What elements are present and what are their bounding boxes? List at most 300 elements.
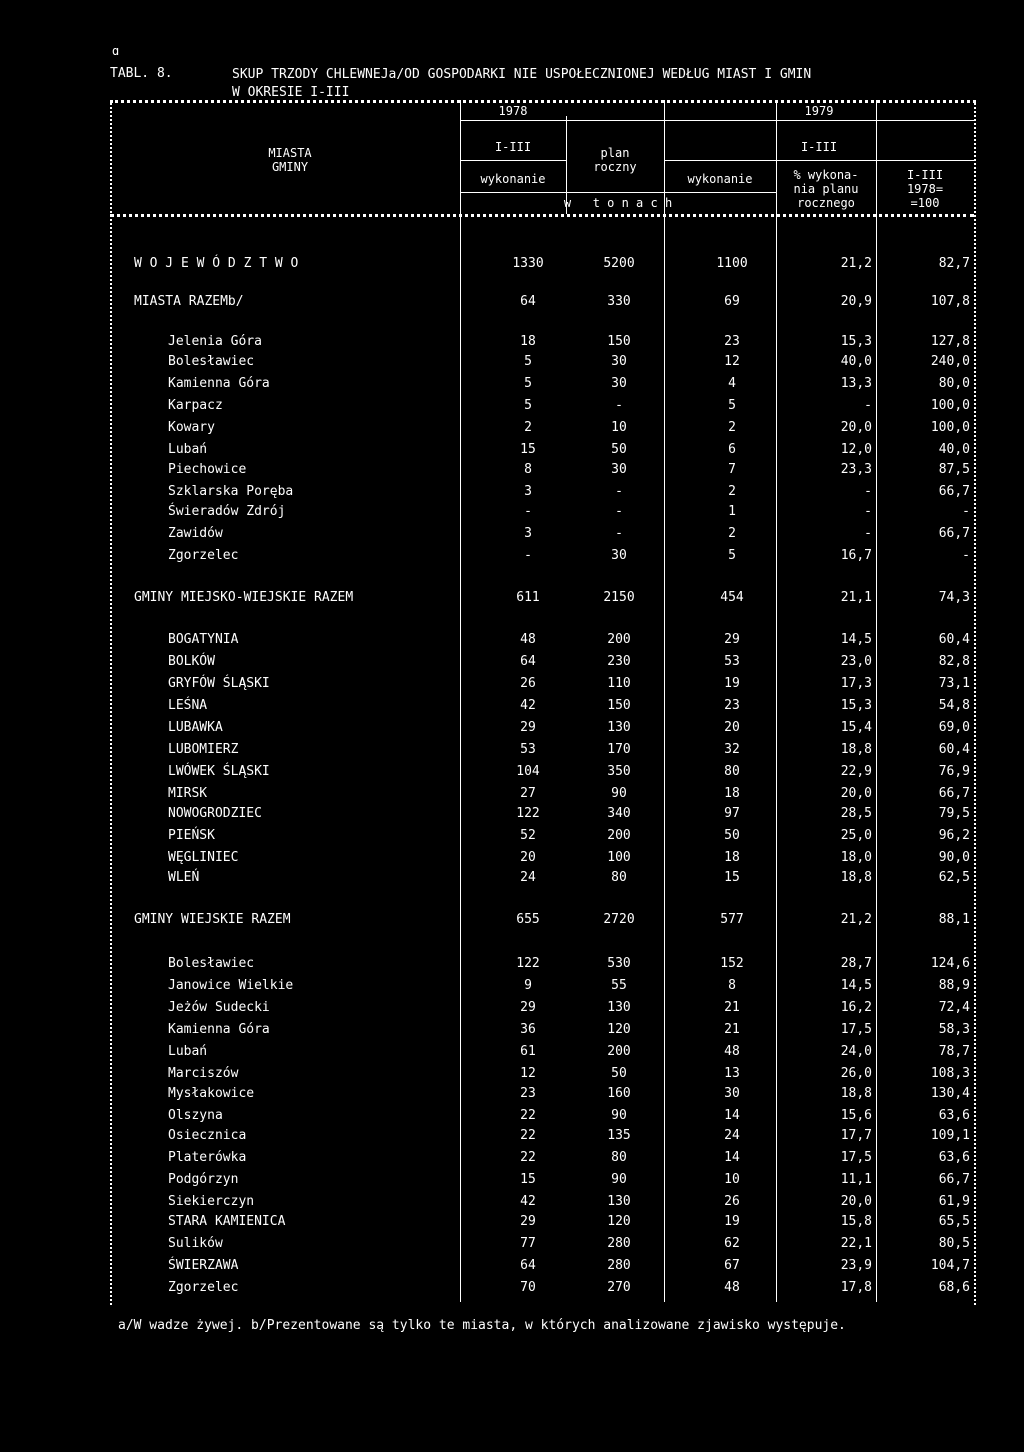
row-label: Kamienna Góra (168, 376, 270, 391)
table-row (112, 1194, 972, 1214)
cell-col2: 10 (611, 420, 627, 435)
cell-col2: 350 (607, 764, 631, 779)
table-row (112, 698, 972, 718)
table-row (112, 742, 972, 762)
cell-col4: 16,7 (840, 548, 872, 563)
cell-col2: 30 (611, 462, 627, 477)
cell-col1: 18 (520, 334, 536, 349)
table-number: TABL. 8. (110, 66, 173, 81)
cell-col2: 530 (607, 956, 631, 971)
cell-col3: 29 (724, 632, 740, 647)
cell-col4: 23,3 (840, 462, 872, 477)
cell-col5: 124,6 (930, 956, 970, 971)
cell-col1: 23 (520, 1086, 536, 1101)
cell-col5: 88,9 (938, 978, 970, 993)
cell-col4: 15,4 (840, 720, 872, 735)
cell-col5: 79,5 (938, 806, 970, 821)
cell-col3: 97 (724, 806, 740, 821)
cell-col4: 16,2 (840, 1000, 872, 1015)
cell-col5: 68,6 (938, 1280, 970, 1295)
cell-col3: 454 (720, 590, 744, 605)
cell-col1: 27 (520, 786, 536, 801)
table-row (112, 956, 972, 976)
row-label: Szklarska Poręba (168, 484, 294, 499)
cell-col2: 5200 (603, 256, 635, 271)
year-1978-header: 1978 (498, 104, 528, 118)
row-label: Piechowice (168, 462, 247, 477)
section-row (112, 912, 972, 932)
cell-col1: 26 (520, 676, 536, 691)
table-row (112, 1280, 972, 1300)
cell-col4: 18,0 (840, 850, 872, 865)
cell-col2: 50 (611, 1066, 627, 1081)
cell-col4: 23,9 (840, 1258, 872, 1273)
cell-col3: 7 (728, 462, 736, 477)
cell-col1: 48 (520, 632, 536, 647)
cell-col1: 3 (524, 484, 532, 499)
header-bottom-rule (110, 214, 974, 217)
year-rule (460, 120, 974, 121)
cell-col2: 80 (611, 870, 627, 885)
cell-col1: 64 (520, 1258, 536, 1273)
cell-col1: 22 (520, 1128, 536, 1143)
cell-col4: 17,8 (840, 1280, 872, 1295)
period-1979-header: I-III (800, 140, 838, 154)
cell-col2: 80 (611, 1150, 627, 1165)
cell-col5: 82,7 (938, 256, 970, 271)
row-label: NOWOGRODZIEC (168, 806, 262, 821)
cell-col3: 5 (728, 398, 736, 413)
table-row (112, 806, 972, 826)
cell-col5: 72,4 (938, 1000, 970, 1015)
cell-col5: 60,4 (938, 632, 970, 647)
row-label: Sulików (168, 1236, 223, 1251)
row-label: Karpacz (168, 398, 223, 413)
cell-col1: - (524, 504, 532, 519)
cell-col1: 15 (520, 1172, 536, 1187)
row-label: BOGATYNIA (168, 632, 239, 647)
cell-col5: 74,3 (938, 590, 970, 605)
cell-col2: 30 (611, 548, 627, 563)
row-label: Zgorzelec (168, 1280, 239, 1295)
cell-col1: 77 (520, 1236, 536, 1251)
row-label: Osiecznica (168, 1128, 247, 1143)
row-label: GRYFÓW ŚLĄSKI (168, 676, 270, 691)
period-rule-1978 (460, 160, 566, 161)
cell-col3: 69 (724, 294, 740, 309)
cell-col5: 66,7 (938, 1172, 970, 1187)
cell-col5: 62,5 (938, 870, 970, 885)
table-row (112, 870, 972, 890)
cell-col2: 30 (611, 354, 627, 369)
cell-col4: 11,1 (840, 1172, 872, 1187)
table-row (112, 526, 972, 546)
cell-col4: 14,5 (840, 632, 872, 647)
cell-col2: 160 (607, 1086, 631, 1101)
cell-col2: - (615, 484, 623, 499)
cell-col4: 21,2 (840, 256, 872, 271)
cell-col5: 107,8 (930, 294, 970, 309)
cell-col5: 96,2 (938, 828, 970, 843)
cell-col4: 21,1 (840, 590, 872, 605)
row-label: Lubań (168, 442, 208, 457)
row-label: Marciszów (168, 1066, 239, 1081)
cell-col2: 330 (607, 294, 631, 309)
table-row (112, 1000, 972, 1020)
cell-col2: 90 (611, 1172, 627, 1187)
row-label: Bolesławiec (168, 956, 255, 971)
table-row (112, 1086, 972, 1106)
cell-col4: 15,3 (840, 698, 872, 713)
cell-col4: 40,0 (840, 354, 872, 369)
row-label: BOLKÓW (168, 654, 215, 669)
cell-col2: 230 (607, 654, 631, 669)
row-label: STARA KAMIENICA (168, 1214, 286, 1229)
table-row (112, 1258, 972, 1278)
row-label: Janowice Wielkie (168, 978, 294, 993)
cell-col2: 200 (607, 632, 631, 647)
cell-col3: 67 (724, 1258, 740, 1273)
cell-col1: 29 (520, 1000, 536, 1015)
cell-col4: 20,0 (840, 1194, 872, 1209)
cell-col4: 13,3 (840, 376, 872, 391)
table-row (112, 764, 972, 784)
cell-col5: 87,5 (938, 462, 970, 477)
table-row (112, 1214, 972, 1234)
cell-col2: 90 (611, 786, 627, 801)
cell-col4: 17,5 (840, 1150, 872, 1165)
cell-col5: 240,0 (930, 354, 970, 369)
footnote: a/W wadze żywej. b/Prezentowane są tylko te miasta, w których analizowane zjawisko występuje. (118, 1318, 846, 1333)
col1-header: wykonanie (480, 172, 546, 186)
table-row (112, 850, 972, 870)
cell-col4: 20,9 (840, 294, 872, 309)
cell-col3: 48 (724, 1044, 740, 1059)
table-row (112, 334, 972, 354)
cell-col3: 2 (728, 420, 736, 435)
cell-col4: 26,0 (840, 1066, 872, 1081)
cell-col2: 135 (607, 1128, 631, 1143)
cell-col1: 42 (520, 1194, 536, 1209)
row-label: Zgorzelec (168, 548, 239, 563)
row-label: Bolesławiec (168, 354, 255, 369)
title-line-1: SKUP TRZODY CHLEWNEJa/OD GOSPODARKI NIE USPOŁECZNIONEJ WEDŁUG MIAST I GMIN (232, 67, 812, 82)
period-1978-header: I-III (494, 140, 532, 154)
cell-col4: - (864, 504, 872, 519)
table-row (112, 1150, 972, 1170)
cell-col5: 60,4 (938, 742, 970, 757)
cell-col1: 61 (520, 1044, 536, 1059)
cell-col5: 40,0 (938, 442, 970, 457)
table-row (112, 420, 972, 440)
cell-col4: 17,3 (840, 676, 872, 691)
table-row (112, 654, 972, 674)
cell-col2: 110 (607, 676, 631, 691)
cell-col1: - (524, 548, 532, 563)
cell-col2: 55 (611, 978, 627, 993)
cell-col1: 104 (516, 764, 540, 779)
col5-header: I-III 1978= =100 (906, 168, 944, 210)
table-row (112, 484, 972, 504)
cell-col3: 48 (724, 1280, 740, 1295)
cell-col1: 611 (516, 590, 540, 605)
cell-col3: 6 (728, 442, 736, 457)
cell-col5: 82,8 (938, 654, 970, 669)
cell-col3: 20 (724, 720, 740, 735)
row-label: Świeradów Zdrój (168, 504, 286, 519)
stub-header: MIASTA GMINY (268, 146, 312, 174)
row-label: LUBOMIERZ (168, 742, 239, 757)
row-label: Jeżów Sudecki (168, 1000, 270, 1015)
cell-col4: - (864, 398, 872, 413)
col3-header: wykonanie (687, 172, 753, 186)
cell-col3: 21 (724, 1022, 740, 1037)
col2-header: plan roczny (593, 146, 637, 174)
cell-col5: 63,6 (938, 1150, 970, 1165)
table-row (112, 398, 972, 418)
cell-col3: 53 (724, 654, 740, 669)
cell-col1: 53 (520, 742, 536, 757)
cell-col3: 62 (724, 1236, 740, 1251)
table-row (112, 1022, 972, 1042)
table-row (112, 1108, 972, 1128)
table-row (112, 442, 972, 462)
cell-col2: 2720 (603, 912, 635, 927)
cell-col1: 52 (520, 828, 536, 843)
cell-col5: 104,7 (930, 1258, 970, 1273)
cell-col3: 18 (724, 850, 740, 865)
cell-col3: 19 (724, 1214, 740, 1229)
cell-col4: 28,5 (840, 806, 872, 821)
cell-col5: 63,6 (938, 1108, 970, 1123)
top-mark: ɑ (112, 44, 120, 58)
row-label: Kowary (168, 420, 215, 435)
cell-col3: 8 (728, 978, 736, 993)
cell-col3: 26 (724, 1194, 740, 1209)
cell-col1: 1330 (512, 256, 544, 271)
cell-col4: 14,5 (840, 978, 872, 993)
cell-col3: 24 (724, 1128, 740, 1143)
cell-col2: 280 (607, 1258, 631, 1273)
cell-col1: 8 (524, 462, 532, 477)
cell-col3: 18 (724, 786, 740, 801)
cell-col5: 66,7 (938, 786, 970, 801)
cell-col5: 69,0 (938, 720, 970, 735)
cell-col3: 152 (720, 956, 744, 971)
row-label: WLEŃ (168, 870, 200, 885)
cell-col3: 1100 (716, 256, 748, 271)
cell-col4: 28,7 (840, 956, 872, 971)
cell-col3: 21 (724, 1000, 740, 1015)
cell-col4: 18,8 (840, 1086, 872, 1101)
table-row (112, 676, 972, 696)
row-label: GMINY WIEJSKIE RAZEM (134, 912, 291, 927)
row-label: Podgórzyn (168, 1172, 239, 1187)
section-row (112, 294, 972, 314)
table-row (112, 354, 972, 374)
cell-col4: 22,1 (840, 1236, 872, 1251)
cell-col2: - (615, 398, 623, 413)
year-1979-header: 1979 (804, 104, 834, 118)
cell-col3: 50 (724, 828, 740, 843)
cell-col1: 22 (520, 1150, 536, 1165)
col4-header: % wykona- nia planu rocznego (793, 168, 859, 210)
cell-col4: 17,5 (840, 1022, 872, 1037)
cell-col5: 80,5 (938, 1236, 970, 1251)
cell-col1: 5 (524, 376, 532, 391)
cell-col4: 20,0 (840, 786, 872, 801)
cell-col2: 50 (611, 442, 627, 457)
cell-col2: 270 (607, 1280, 631, 1295)
cell-col5: 90,0 (938, 850, 970, 865)
table-row (112, 548, 972, 568)
cell-col5: 73,1 (938, 676, 970, 691)
cell-col2: 120 (607, 1022, 631, 1037)
cell-col3: 23 (724, 334, 740, 349)
table-row (112, 1066, 972, 1086)
cell-col2: 200 (607, 828, 631, 843)
cell-col4: 21,2 (840, 912, 872, 927)
cell-col5: 130,4 (930, 1086, 970, 1101)
row-label: LWÓWEK ŚLĄSKI (168, 764, 270, 779)
cell-col1: 36 (520, 1022, 536, 1037)
cell-col3: 23 (724, 698, 740, 713)
cell-col3: 2 (728, 484, 736, 499)
row-label: PIEŃSK (168, 828, 215, 843)
cell-col1: 3 (524, 526, 532, 541)
row-label: Zawidów (168, 526, 223, 541)
cell-col1: 2 (524, 420, 532, 435)
cell-col4: 22,9 (840, 764, 872, 779)
cell-col4: 20,0 (840, 420, 872, 435)
cell-col3: 13 (724, 1066, 740, 1081)
cell-col5: 127,8 (930, 334, 970, 349)
cell-col4: 18,8 (840, 742, 872, 757)
cell-col1: 64 (520, 654, 536, 669)
cell-col4: 15,3 (840, 334, 872, 349)
cell-col2: 2150 (603, 590, 635, 605)
cell-col5: 88,1 (938, 912, 970, 927)
cell-col4: - (864, 526, 872, 541)
cell-col3: 80 (724, 764, 740, 779)
cell-col5: - (962, 548, 970, 563)
cell-col1: 42 (520, 698, 536, 713)
cell-col5: 66,7 (938, 484, 970, 499)
cell-col4: - (864, 484, 872, 499)
section-row (112, 590, 972, 610)
cell-col1: 122 (516, 806, 540, 821)
row-label: W O J E W Ó D Z T W O (134, 256, 299, 271)
cell-col2: 150 (607, 334, 631, 349)
row-label: GMINY MIEJSKO-WIEJSKIE RAZEM (134, 590, 354, 605)
cell-col3: 14 (724, 1150, 740, 1165)
row-label: MIRSK (168, 786, 208, 801)
cell-col3: 577 (720, 912, 744, 927)
cell-col2: - (615, 526, 623, 541)
table-row (112, 1128, 972, 1148)
cell-col1: 5 (524, 398, 532, 413)
row-label: Lubań (168, 1044, 208, 1059)
cell-col1: 64 (520, 294, 536, 309)
cell-col1: 5 (524, 354, 532, 369)
row-label: ŚWIERZAWA (168, 1258, 239, 1273)
cell-col5: - (962, 504, 970, 519)
row-label: Siekierczyn (168, 1194, 255, 1209)
cell-col3: 15 (724, 870, 740, 885)
cell-col2: 130 (607, 720, 631, 735)
cell-col3: 32 (724, 742, 740, 757)
cell-col1: 24 (520, 870, 536, 885)
cell-col5: 100,0 (930, 398, 970, 413)
row-label: Jelenia Góra (168, 334, 262, 349)
cell-col4: 24,0 (840, 1044, 872, 1059)
cell-col2: 130 (607, 1000, 631, 1015)
cell-col2: 100 (607, 850, 631, 865)
cell-col5: 80,0 (938, 376, 970, 391)
row-label: Mysłakowice (168, 1086, 255, 1101)
table-row (112, 828, 972, 848)
cell-col1: 29 (520, 720, 536, 735)
cell-col4: 17,7 (840, 1128, 872, 1143)
cell-col3: 5 (728, 548, 736, 563)
section-row (112, 256, 972, 276)
table-title (232, 66, 811, 102)
cell-col3: 19 (724, 676, 740, 691)
cell-col3: 14 (724, 1108, 740, 1123)
cell-col4: 15,8 (840, 1214, 872, 1229)
table-row (112, 1044, 972, 1064)
cell-col4: 23,0 (840, 654, 872, 669)
cell-col3: 10 (724, 1172, 740, 1187)
cell-col1: 12 (520, 1066, 536, 1081)
cell-col1: 655 (516, 912, 540, 927)
cell-col5: 65,5 (938, 1214, 970, 1229)
unit-header: w t o n a c h (563, 196, 673, 210)
cell-col2: 120 (607, 1214, 631, 1229)
title-line-2: W OKRESIE I-III (232, 85, 350, 100)
cell-col2: 280 (607, 1236, 631, 1251)
cell-col5: 58,3 (938, 1022, 970, 1037)
cell-col3: 12 (724, 354, 740, 369)
cell-col1: 29 (520, 1214, 536, 1229)
cell-col4: 12,0 (840, 442, 872, 457)
cell-col2: 130 (607, 1194, 631, 1209)
cell-col5: 66,7 (938, 526, 970, 541)
cell-col4: 25,0 (840, 828, 872, 843)
row-label: Olszyna (168, 1108, 223, 1123)
cell-col4: 18,8 (840, 870, 872, 885)
cell-col3: 1 (728, 504, 736, 519)
cell-col3: 30 (724, 1086, 740, 1101)
row-label: LUBAWKA (168, 720, 223, 735)
cell-col5: 61,9 (938, 1194, 970, 1209)
table-row (112, 978, 972, 998)
table-row (112, 1236, 972, 1256)
cell-col5: 109,1 (930, 1128, 970, 1143)
cell-col2: 30 (611, 376, 627, 391)
cell-col2: 90 (611, 1108, 627, 1123)
cell-col2: 200 (607, 1044, 631, 1059)
table-row (112, 786, 972, 806)
cell-col4: 15,6 (840, 1108, 872, 1123)
table-row (112, 462, 972, 482)
table-row (112, 504, 972, 524)
cell-col1: 122 (516, 956, 540, 971)
table-row (112, 376, 972, 396)
cell-col2: 150 (607, 698, 631, 713)
cell-col5: 78,7 (938, 1044, 970, 1059)
cell-col1: 20 (520, 850, 536, 865)
